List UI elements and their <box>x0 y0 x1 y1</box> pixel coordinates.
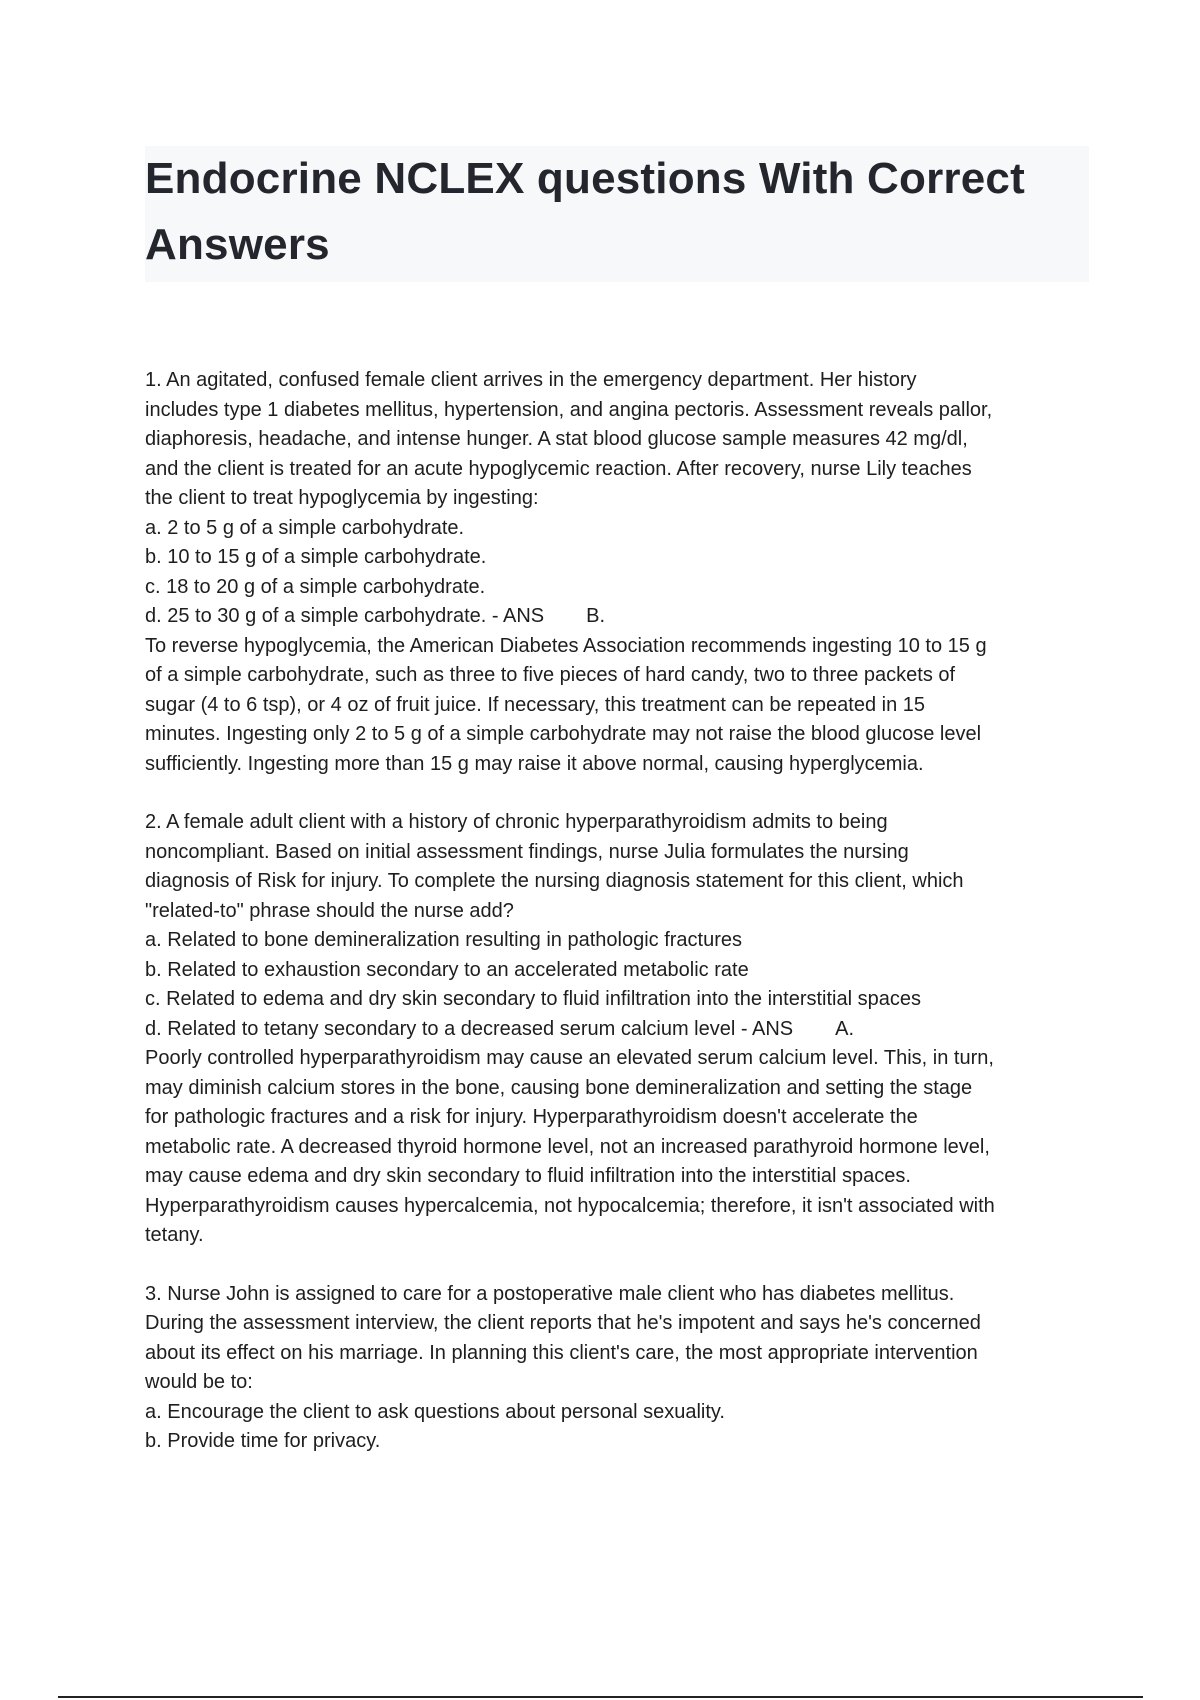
question-2-option-d-text: d. Related to tetany secondary to a decreased serum calcium level - ANS <box>145 1017 794 1040</box>
question-1-stem-line: diaphoresis, headache, and intense hunger. A stat blood glucose sample measures 42 mg/dl, <box>145 428 968 450</box>
question-2-answer: A. <box>835 1017 855 1040</box>
question-1-option-d-text: d. 25 to 30 g of a simple carbohydrate. - ANS <box>145 605 545 627</box>
question-2-stem-line: 2. A female adult client with a history of chronic hyperparathyroidism admits to being <box>145 811 888 833</box>
question-2 <box>145 808 1095 1251</box>
question-1-stem-line: includes type 1 diabetes mellitus, hypertension, and angina pectoris. Assessment reveals pallor, <box>145 398 993 421</box>
question-2-rationale-line: Poorly controlled hyperparathyroidism may cause an elevated serum calcium level. This, in turn, <box>145 1047 994 1069</box>
question-1-option-c: c. 18 to 20 g of a simple carbohydrate. <box>145 575 486 598</box>
question-2-rationale-line: may cause edema and dry skin secondary to fluid infiltration into the interstitial spaces. <box>145 1165 911 1187</box>
question-2-option-c: c. Related to edema and dry skin secondary to fluid infiltration into the interstitial spaces <box>145 988 921 1010</box>
question-2-option-a: a. Related to bone demineralization resulting in pathologic fractures <box>145 929 743 951</box>
question-1-rationale-line: To reverse hypoglycemia, the American Diabetes Association recommends ingesting 10 to 15 g <box>145 634 987 657</box>
question-1-rationale-line: sufficiently. Ingesting more than 15 g may raise it above normal, causing hyperglycemia. <box>145 752 924 775</box>
question-3-stem-line: During the assessment interview, the client reports that he's impotent and says he's concerned <box>145 1312 981 1334</box>
question-1-stem-line: 1. An agitated, confused female client arrives in the emergency department. Her history <box>145 369 917 391</box>
question-2-stem-line: noncompliant. Based on initial assessment findings, nurse Julia formulates the nursing <box>145 840 909 863</box>
question-1 <box>145 366 1095 779</box>
question-2-rationale-line: Hyperparathyroidism causes hypercalcemia, not hypocalcemia; therefore, it isn't associated with <box>145 1194 995 1217</box>
question-2-stem-line: diagnosis of Risk for injury. To complete the nursing diagnosis statement for this client, which <box>145 870 964 892</box>
question-1-option-a: a. 2 to 5 g of a simple carbohydrate. <box>145 516 465 539</box>
question-3-stem-line: would be to: <box>145 1371 253 1393</box>
question-3 <box>145 1280 1095 1457</box>
question-2-option-d <box>145 1015 1095 1045</box>
question-3-option-b: b. Provide time for privacy. <box>145 1430 381 1452</box>
title-line-2: Answers <box>145 220 330 269</box>
question-1-answer: B. <box>586 605 606 627</box>
question-2-rationale-line: for pathologic fractures and a risk for injury. Hyperparathyroidism doesn't accelerate the <box>145 1106 918 1128</box>
question-1-option-d <box>145 602 1095 632</box>
question-1-stem-line: and the client is treated for an acute hypoglycemic reaction. After recovery, nurse Lily teaches <box>145 457 972 480</box>
question-list <box>145 366 1095 1486</box>
title-banner <box>145 146 1089 282</box>
page-title <box>145 146 1089 278</box>
title-line-1: Endocrine NCLEX questions With Correct <box>145 154 1025 203</box>
question-1-rationale-line: sugar (4 to 6 tsp), or 4 oz of fruit juice. If necessary, this treatment can be repeated in 15 <box>145 693 926 716</box>
question-3-stem-line: about its effect on his marriage. In planning this client's care, the most appropriate intervention <box>145 1341 978 1364</box>
question-1-stem-line: the client to treat hypoglycemia by ingesting: <box>145 487 539 509</box>
footer-divider <box>58 1696 1143 1698</box>
question-3-option-a: a. Encourage the client to ask questions about personal sexuality. <box>145 1400 725 1423</box>
question-1-option-b: b. 10 to 15 g of a simple carbohydrate. <box>145 546 487 568</box>
question-2-rationale-line: metabolic rate. A decreased thyroid hormone level, not an increased parathyroid hormone level, <box>145 1135 990 1158</box>
question-3-stem-line: 3. Nurse John is assigned to care for a postoperative male client who has diabetes mellitus. <box>145 1282 955 1305</box>
question-2-rationale-line: may diminish calcium stores in the bone, causing bone demineralization and setting the stage <box>145 1076 973 1099</box>
question-2-rationale-line: tetany. <box>145 1224 204 1246</box>
question-2-option-b: b. Related to exhaustion secondary to an accelerated metabolic rate <box>145 958 749 981</box>
question-1-rationale-line: of a simple carbohydrate, such as three to five pieces of hard candy, two to three packets of <box>145 664 956 686</box>
question-1-rationale-line: minutes. Ingesting only 2 to 5 g of a simple carbohydrate may not raise the blood glucose level <box>145 723 982 745</box>
question-2-stem-line: "related-to" phrase should the nurse add? <box>145 899 514 922</box>
